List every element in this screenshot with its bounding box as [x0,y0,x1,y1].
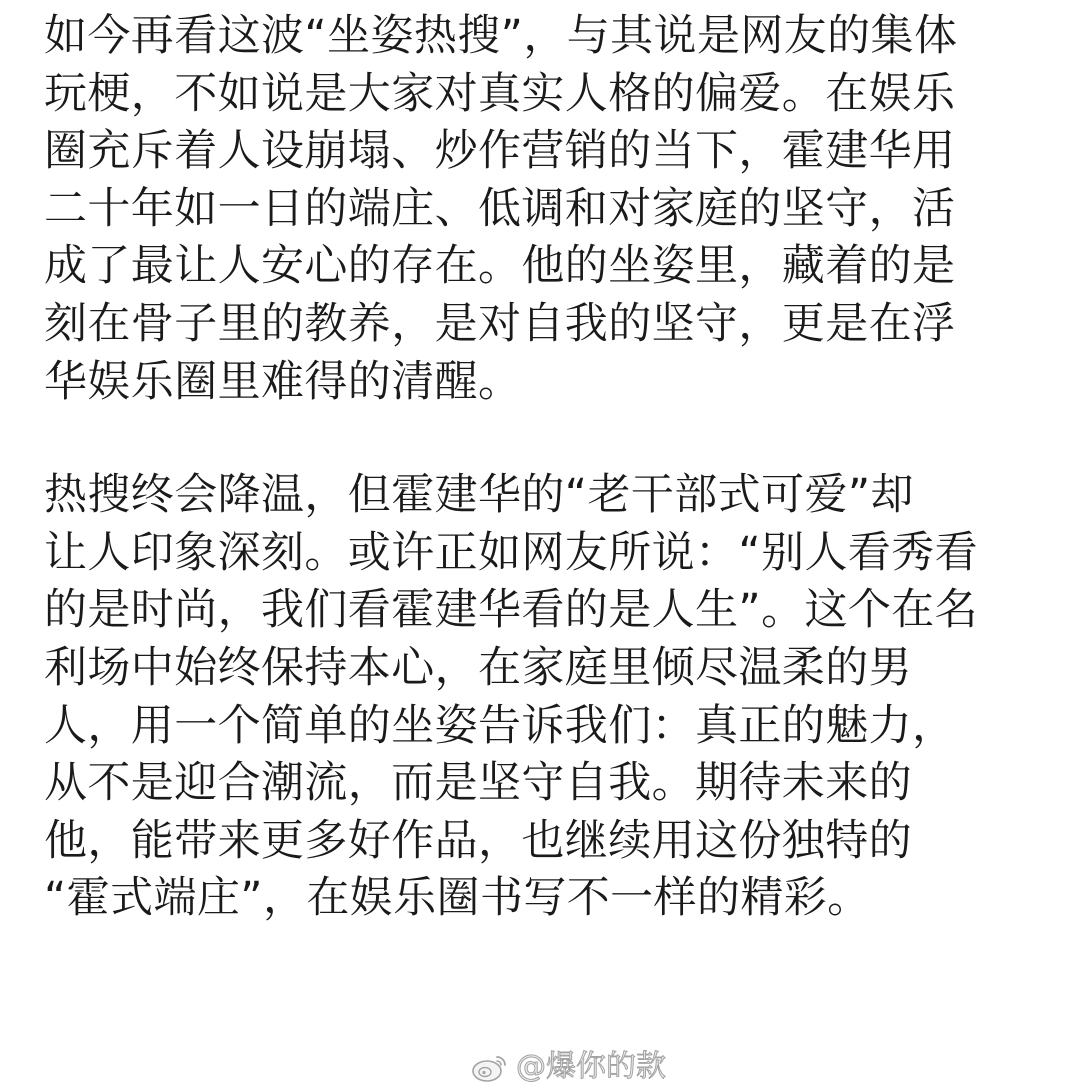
text-line: 的是时尚，我们看霍建华看的是人生”。这个在名 [44,585,979,636]
weibo-watermark [470,1047,666,1087]
paragraph-1 [44,8,1044,411]
text-line: 玩梗，不如说是大家对真实人格的偏爱。在娱乐 [44,68,956,119]
text-line: 热搜终会降温，但霍建华的“老干部式可爱”却 [44,470,914,521]
text-line: 利场中始终保持本心，在家庭里倾尽温柔的男 [44,642,912,693]
weibo-logo-icon [470,1051,510,1083]
text-line: 如今再看这波“坐姿热搜”，与其说是网友的集体 [44,11,958,61]
paragraph-gap [44,411,1044,467]
text-line: 华娱乐圈里难得的清醒。 [44,356,522,407]
text-line [44,928,1044,986]
text-line: 从不是迎合潮流，而是坚守自我。期待未来的 [44,758,912,809]
text-line: 圈充斥着人设崩塌、炒作营销的当下，霍建华用 [44,126,956,177]
watermark-handle: @爆你的款 [516,1049,666,1084]
text-line: 人，用一个简单的坐姿告诉我们：真正的魅力， [44,700,956,751]
text-line: 二十年如一日的端庄、低调和对家庭的坚守，活 [44,183,956,234]
text-line: 刻在骨子里的教养，是对自我的坚守，更是在浮 [44,298,956,349]
paragraph-2 [44,467,1044,985]
text-line: 让人印象深刻。或许正如网友所说：“别人看秀看 [44,527,979,578]
text-line: “霍式端庄”，在娱乐圈书写不一样的精彩。 [44,873,871,924]
text-line: 他，能带来更多好作品，也继续用这份独特的 [44,815,912,866]
article-body [44,8,1044,986]
text-line: 成了最让人安心的存在。他的坐姿里，藏着的是 [44,241,956,292]
